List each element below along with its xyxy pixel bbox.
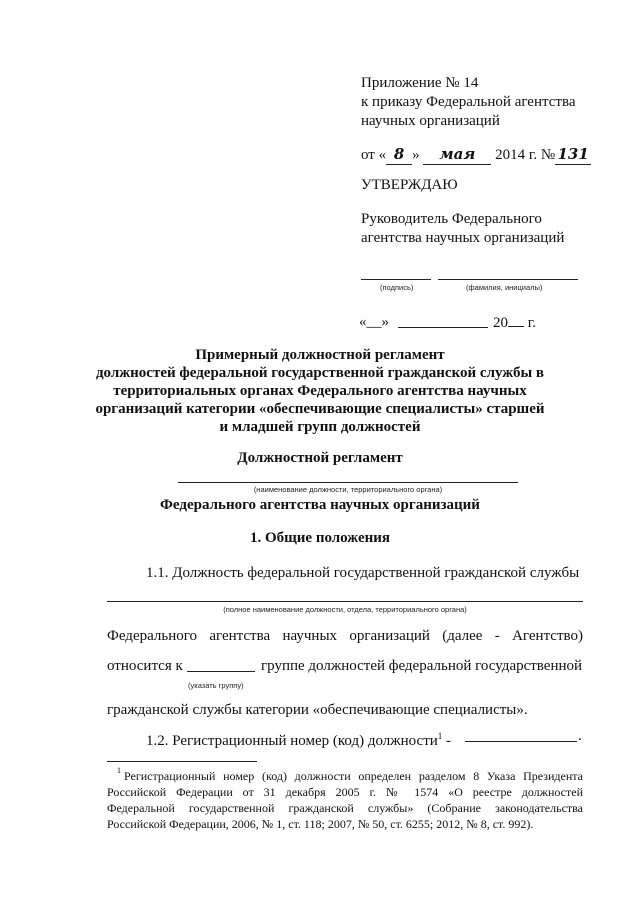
regulation-agency: Федерального агентства научных организаций	[160, 497, 480, 513]
order-date-line	[361, 145, 591, 165]
clause-1-2	[146, 727, 451, 751]
approver-role-line2: агентства научных организаций	[361, 230, 565, 246]
footnote-mark: 1	[117, 766, 121, 775]
clause-1-1: 1.1. Должность федеральной государственной гражданской службы	[146, 565, 580, 581]
order-number-handwritten: 131	[555, 145, 591, 165]
section1-heading: 1. Общие положения	[249, 530, 391, 546]
footnote-separator	[107, 761, 257, 762]
approval-date-month-line	[398, 327, 488, 328]
footnote-line3: Федеральной государственной гражданской службы» (Собрание законодательства	[107, 801, 583, 815]
name-line	[438, 279, 578, 280]
position-full-line	[107, 601, 583, 602]
approval-year-prefix: 20	[493, 315, 508, 331]
group-caption: (указать группу)	[188, 681, 244, 690]
annex-number: Приложение № 14	[361, 75, 479, 91]
name-caption: (фамилия, инициалы)	[466, 283, 543, 292]
signature-caption: (подпись)	[380, 283, 414, 292]
doc-title-line3: территориальных органах Федерального агентства научных	[113, 383, 527, 399]
date-month-handwritten: мая	[423, 145, 491, 165]
date-close-quote: »	[412, 147, 420, 163]
footnote-line1: Регистрационный номер (код) должности определен разделом 8 Указа Президента	[124, 769, 583, 783]
date-from-label: от «	[361, 147, 387, 163]
footnote-ref-1: 1	[437, 731, 443, 741]
footnote-line2: Российской Федерации от 31 декабря 2005 г. № 1574 «О реестре должностей	[107, 785, 583, 799]
position-name-line	[178, 482, 518, 483]
date-year-label: 2014 г. №	[495, 147, 556, 163]
doc-title-line4: организаций категории «обеспечивающие специалисты» старшей	[95, 401, 545, 417]
footnote-line4: Российской Федерации, 2006, № 1, ст. 118; 2007, № 50, ст. 6255; 2012, № 8, ст. 992).	[107, 817, 534, 831]
approval-title: УТВЕРЖДАЮ	[361, 177, 458, 193]
registration-code-line	[465, 741, 577, 742]
clause-1-2-dash: -	[446, 733, 452, 749]
approval-date-left: «__»	[359, 314, 389, 330]
clause-1-1-line4: гражданской службы категории «обеспечивающие специалисты».	[107, 702, 528, 718]
approval-date-year	[493, 313, 536, 333]
annex-order-ref: к приказу Федеральной агентства	[361, 94, 576, 110]
group-blank-line	[187, 671, 255, 672]
approver-role-line1: Руководитель Федерального	[361, 211, 542, 227]
doc-title-line1: Примерный должностной регламент	[195, 347, 445, 363]
annex-agency: научных организаций	[361, 113, 500, 129]
regulation-heading: Должностной регламент	[237, 450, 403, 466]
position-name-caption: (наименование должности, территориального органа)	[253, 485, 443, 494]
approval-year-suffix: г.	[527, 315, 536, 331]
clause-1-1-line3-left: относится к	[107, 658, 183, 674]
clause-1-2-period: .	[578, 728, 582, 744]
doc-title-line2: должностей федеральной государственной гражданской службы в	[95, 365, 545, 381]
clause-1-2-text: 1.2. Регистрационный номер (код) должности	[146, 733, 438, 749]
signature-line	[361, 279, 431, 280]
position-full-caption: (полное наименование должности, отдела, территориального органа)	[223, 605, 467, 614]
clause-1-1-line3-right: группе должностей федеральной государственной	[261, 658, 583, 674]
date-day-handwritten: 8	[386, 145, 412, 165]
doc-title-line5: и младшей групп должностей	[219, 419, 421, 435]
clause-1-1-line2: Федерального агентства научных организаций (далее - Агентство)	[107, 628, 583, 644]
